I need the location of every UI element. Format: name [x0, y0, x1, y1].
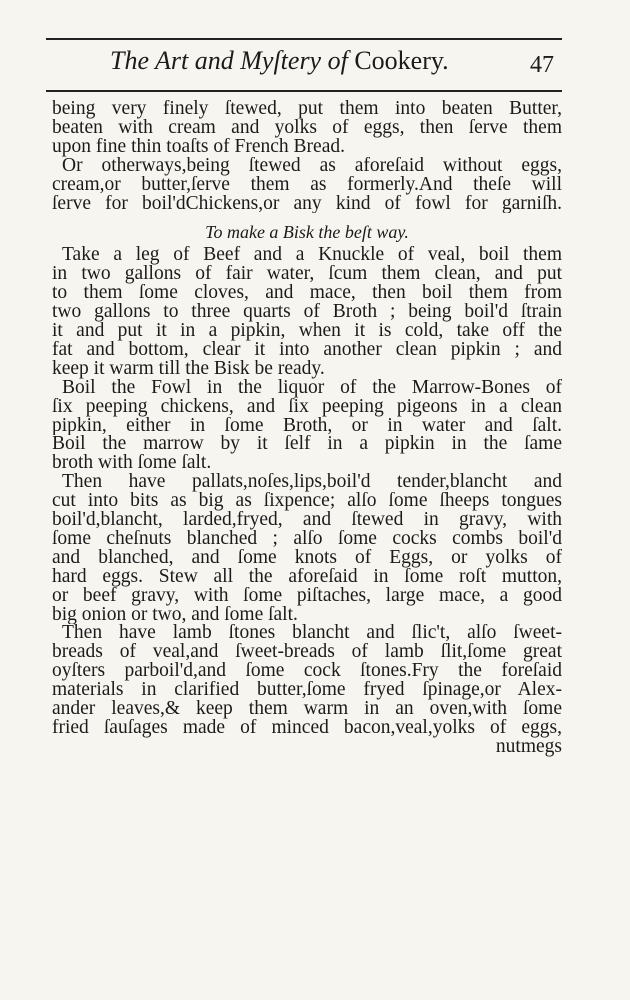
text-line: to them ſome cloves, and mace, then boil them from	[52, 284, 562, 304]
catchword: nutmegs	[495, 737, 562, 757]
text-line: pipkin, either in ſome Broth, or in water and ſalt.	[52, 416, 562, 436]
page-header	[46, 38, 562, 96]
text-line: oyſters parboil'd,and ſome cock ſtones.Fry the foreſaid	[52, 662, 562, 682]
text-line: Or otherways,being ſtewed as aforeſaid without eggs,	[62, 156, 562, 176]
text-line: being very finely ſtewed, put them into beaten Butter,	[52, 100, 562, 119]
header-rule-top	[46, 38, 562, 40]
text-line: upon fine thin toaſts of French Bread.	[52, 137, 345, 157]
body-text	[52, 100, 562, 757]
text-line: breads of veal,and ſweet-breads of lamb ſlit,ſome great	[52, 643, 562, 663]
text-line: or beef gravy, with ſome piſtaches, large mace, a good	[52, 586, 562, 606]
text-line: ander leaves,& keep them warm in an oven,with ſome	[52, 700, 562, 719]
text-line: two gallons to three quarts of Broth ; being boil'd ſtrain	[52, 303, 562, 322]
header-rule-bottom	[46, 90, 562, 92]
text-line: fat and bottom, clear it into another clean pipkin ; and	[52, 340, 562, 360]
text-line: cut into bits as big as ſixpence; alſo ſome ſheeps tongues	[52, 492, 562, 512]
section-heading: To make a Bisk the beſt way.	[205, 223, 409, 243]
page-number: 47	[530, 52, 554, 78]
text-line: Then have pallats,noſes,lips,boil'd tender,blancht and	[62, 473, 562, 493]
text-line: materials in clarified butter,ſome fryed ſpinage,or Alex-	[52, 681, 562, 701]
running-head-italic: The Art and Myſtery of	[110, 46, 348, 75]
text-line: ſix peeping chickens, and ſix peeping pigeons in a clean	[52, 397, 562, 417]
text-line: fried ſauſages made of minced bacon,veal,yolks of eggs,	[52, 719, 562, 738]
running-head-roman: Cookery.	[354, 46, 449, 75]
text-line: hard eggs. Stew all the aforeſaid in ſome roſt mutton,	[52, 567, 562, 587]
text-line: Boil the marrow by it ſelf in a pipkin in the ſame	[52, 435, 562, 455]
text-line: Take a leg of Beef and a Knuckle of veal, boil them	[62, 246, 562, 266]
text-line: keep it warm till the Bisk be ready.	[52, 359, 325, 379]
text-line: Then have lamb ſtones blancht and ſlic't, alſo ſweet-	[62, 624, 562, 644]
text-line: it and put it in a pipkin, when it is cold, take off the	[52, 321, 562, 341]
running-head	[110, 46, 449, 76]
text-line: cream,or butter,ſerve them as formerly.And theſe will	[52, 175, 562, 195]
text-line: in two gallons of fair water, ſcum them clean, and put	[52, 265, 562, 285]
text-line: boil'd,blancht, larded,fryed, and ſtewed in gravy, with	[52, 511, 562, 530]
text-line: broth with ſome ſalt.	[52, 454, 212, 474]
text-line: and blanched, and ſome knots of Eggs, or yolks of	[52, 548, 562, 568]
text-line: beaten with cream and yolks of eggs, then ſerve them	[52, 118, 562, 138]
text-line: Boil the Fowl in the liquor of the Marrow-Bones of	[62, 378, 562, 398]
text-line: ſerve for boil'dChickens,or any kind of fowl for garniſh.	[52, 194, 562, 214]
text-line: ſome cheſnuts blanched ; alſo ſome cocks combs boil'd	[52, 529, 562, 549]
text-line: big onion or two, and ſome ſalt.	[52, 605, 298, 625]
